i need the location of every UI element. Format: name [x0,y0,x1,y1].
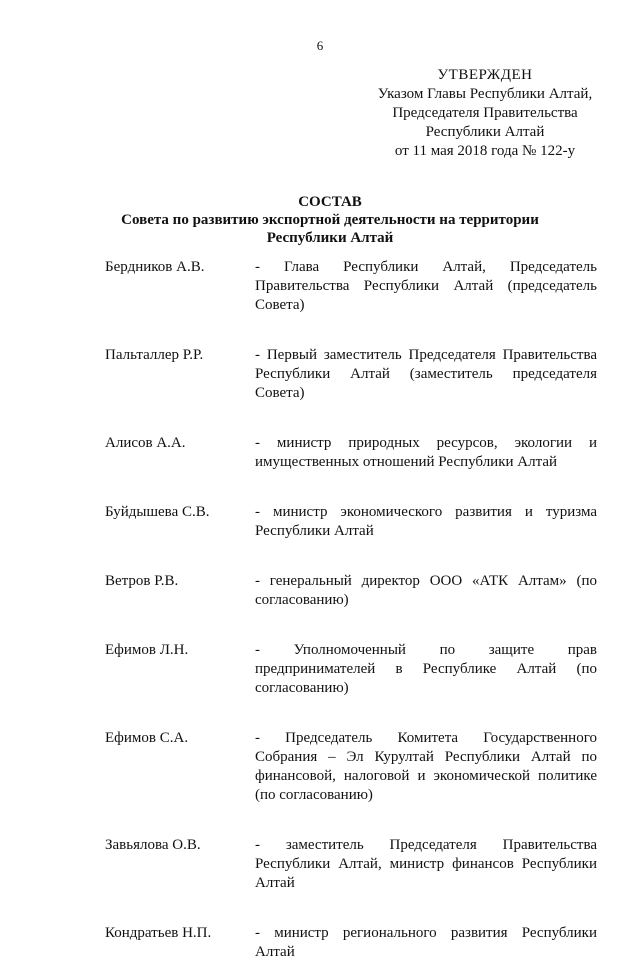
member-role: - Первый заместитель Председателя Правительства Республики Алтай (заместитель председателя Совета) [255,347,597,401]
approval-heading: УТВЕРЖДЕН [437,67,533,83]
member-row [105,503,597,541]
title-subtitle: Совета по развитию экспортной деятельности на территории Республики Алтай [121,212,539,246]
approval-line-date: от 11 мая 2018 года № 122-у [394,143,576,159]
member-role: - Уполномоченный по защите прав предпринимателей в Республике Алтай (по согласованию) [255,642,597,696]
member-role: - министр природных ресурсов, экологии и имущественных отношений Республики Алтай [255,435,597,470]
members-list [105,258,597,962]
member-role: - Глава Республики Алтай, Председатель Правительства Республики Алтай (председатель Совета) [255,259,597,313]
approval-line-chairman: Председателя Правительства [392,105,578,121]
approval-block [360,66,610,161]
member-role: - министр регионального развития Республики Алтай [255,925,597,960]
member-role: - генеральный директор ООО «АТК Алтам» (по согласованию) [255,573,597,608]
member-name: Ефимов С.А. [105,730,189,746]
title-heading: СОСТАВ [298,194,362,210]
member-row [105,836,597,893]
member-row [105,572,597,610]
member-role: - министр экономического развития и туризма Республики Алтай [255,504,597,539]
member-row [105,346,597,403]
document-title [100,193,560,247]
member-name: Буйдышева С.В. [105,504,210,520]
member-row [105,258,597,315]
member-row [105,434,597,472]
member-role: - заместитель Председателя Правительства Республики Алтай, министр финансов Республики Алтай [255,837,597,891]
approval-line-decree: Указом Главы Республики Алтай, [377,86,593,102]
member-role: - Председатель Комитета Государственного Собрания – Эл Курултай Республики Алтай по финансовой, налоговой и экономической политике (по согласованию) [255,730,597,803]
member-name: Алисов А.А. [105,435,186,451]
member-name: Завьялова О.В. [105,837,201,853]
member-name: Ефимов Л.Н. [105,642,189,658]
member-name: Кондратьев Н.П. [105,925,212,941]
member-row [105,729,597,805]
member-name: Бердников А.В. [105,259,205,275]
member-name: Ветров Р.В. [105,573,179,589]
approval-line-republic: Республики Алтай [425,124,545,140]
member-row [105,641,597,698]
page-number: 6 [316,38,324,53]
member-name: Пальталлер Р.Р. [105,347,204,363]
member-row [105,924,597,962]
